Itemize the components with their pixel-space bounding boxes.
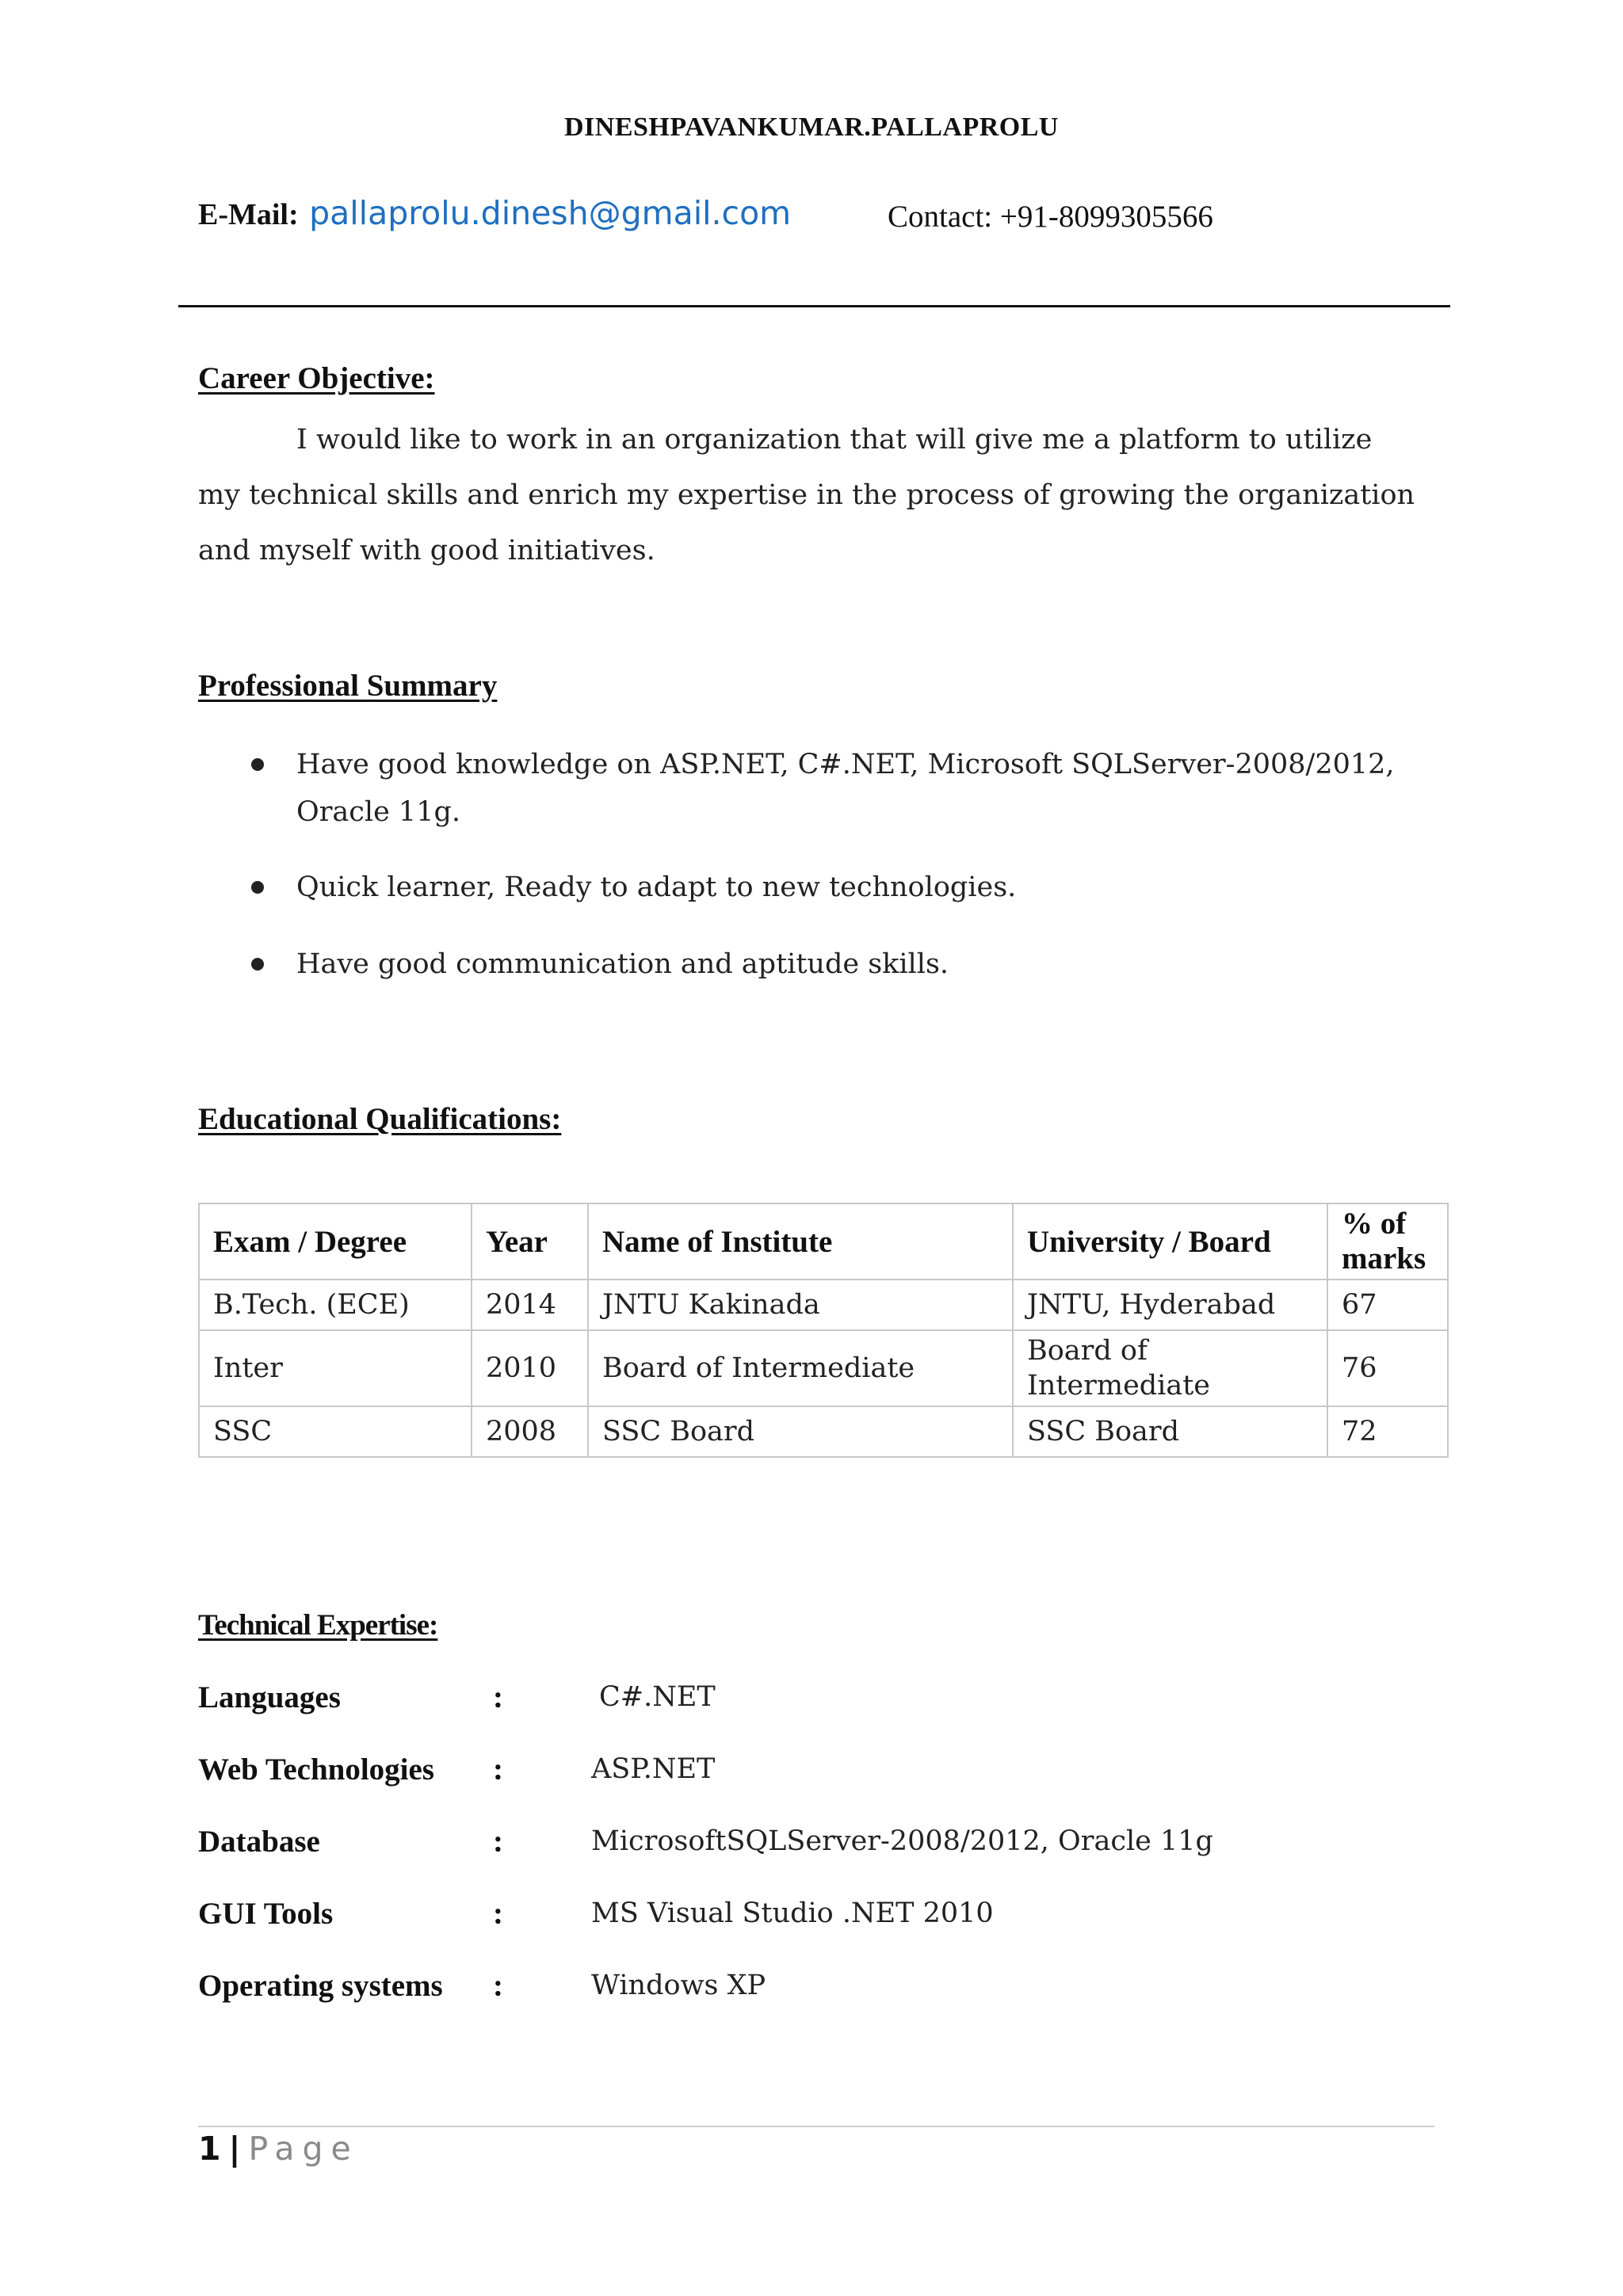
table-cell: 2014: [472, 1280, 588, 1330]
email-row: [198, 194, 791, 232]
summary-item: Have good communication and aptitude skills.: [296, 948, 949, 980]
table-row: [199, 1280, 1448, 1330]
candidate-name: DINESHPAVANKUMAR.PALLAPROLU: [564, 113, 1059, 142]
table-row: [199, 1330, 1448, 1406]
column-header: Name of Institute: [588, 1203, 1013, 1280]
contact-number: Contact: +91-8099305566: [888, 200, 1213, 234]
column-header: Exam / Degree: [199, 1203, 472, 1280]
tech-colon: :: [493, 1897, 503, 1931]
education-table: [198, 1203, 1449, 1458]
email-label: E-Mail:: [198, 198, 299, 231]
tech-value-operating-systems: Windows XP: [591, 1970, 766, 2001]
table-cell: SSC Board: [588, 1406, 1013, 1457]
tech-colon: :: [493, 1969, 503, 2003]
tech-label-web-technologies: Web Technologies: [198, 1753, 434, 1787]
tech-colon: :: [493, 1825, 503, 1859]
table-cell: 72: [1327, 1406, 1448, 1457]
tech-label-gui-tools: GUI Tools: [198, 1897, 334, 1931]
column-header: % of marks: [1327, 1203, 1448, 1280]
email-link[interactable]: pallaprolu.dinesh@gmail.com: [309, 194, 792, 232]
table-cell: 2008: [472, 1406, 588, 1457]
table-cell: SSC Board: [1013, 1406, 1327, 1457]
tech-value-database: MicrosoftSQLServer-2008/2012, Oracle 11g: [591, 1825, 1213, 1857]
footer-divider: [198, 2126, 1434, 2127]
tech-value-gui-tools: MS Visual Studio .NET 2010: [591, 1897, 994, 1929]
bullet-dot: [251, 758, 264, 771]
summary-item: Have good knowledge on ASP.NET, C#.NET, Microsoft SQLServer-2008/2012, Oracle 11g.: [296, 749, 1395, 828]
summary-item: Quick learner, Ready to adapt to new technologies.: [296, 871, 1017, 903]
page-label: Page: [248, 2130, 359, 2168]
table-cell: JNTU, Hyderabad: [1013, 1280, 1327, 1330]
table-cell: Board of Intermediate: [1013, 1330, 1327, 1406]
table-header-row: [199, 1203, 1448, 1280]
table-row: [199, 1406, 1448, 1457]
bullet-dot: [251, 958, 264, 971]
table-cell: 76: [1327, 1330, 1448, 1406]
bullet-dot: [251, 881, 264, 894]
tech-label-languages: Languages: [198, 1680, 341, 1714]
tech-value-web-technologies: ASP.NET: [591, 1753, 716, 1785]
career-objective-heading: Career Objective:: [198, 361, 435, 395]
page-number: 1: [198, 2130, 221, 2168]
table-cell: B.Tech. (ECE): [199, 1280, 472, 1330]
header-divider: [178, 305, 1450, 307]
table-cell: JNTU Kakinada: [588, 1280, 1013, 1330]
table-cell: Board of Intermediate: [588, 1330, 1013, 1406]
table-cell: SSC: [199, 1406, 472, 1457]
column-header: University / Board: [1013, 1203, 1327, 1280]
column-header: Year: [472, 1203, 588, 1280]
career-objective-text: I would like to work in an organization that will give me a platform to utilize my technical skills and enrich my expertise in the process of growing the organization and myself with good initiatives.: [198, 424, 1415, 566]
education-heading: Educational Qualifications:: [198, 1102, 562, 1136]
technical-expertise-heading: Technical Expertise:: [198, 1609, 438, 1642]
table-cell: 2010: [472, 1330, 588, 1406]
tech-label-operating-systems: Operating systems: [198, 1969, 443, 2003]
table-cell: 67: [1327, 1280, 1448, 1330]
page-footer: [198, 2130, 359, 2168]
table-cell: Inter: [199, 1330, 472, 1406]
tech-value-languages: C#.NET: [599, 1681, 716, 1713]
tech-colon: :: [493, 1753, 503, 1787]
tech-colon: :: [493, 1680, 503, 1714]
tech-label-database: Database: [198, 1825, 320, 1859]
professional-summary-heading: Professional Summary: [198, 669, 498, 703]
page-separator: |: [228, 2130, 241, 2168]
